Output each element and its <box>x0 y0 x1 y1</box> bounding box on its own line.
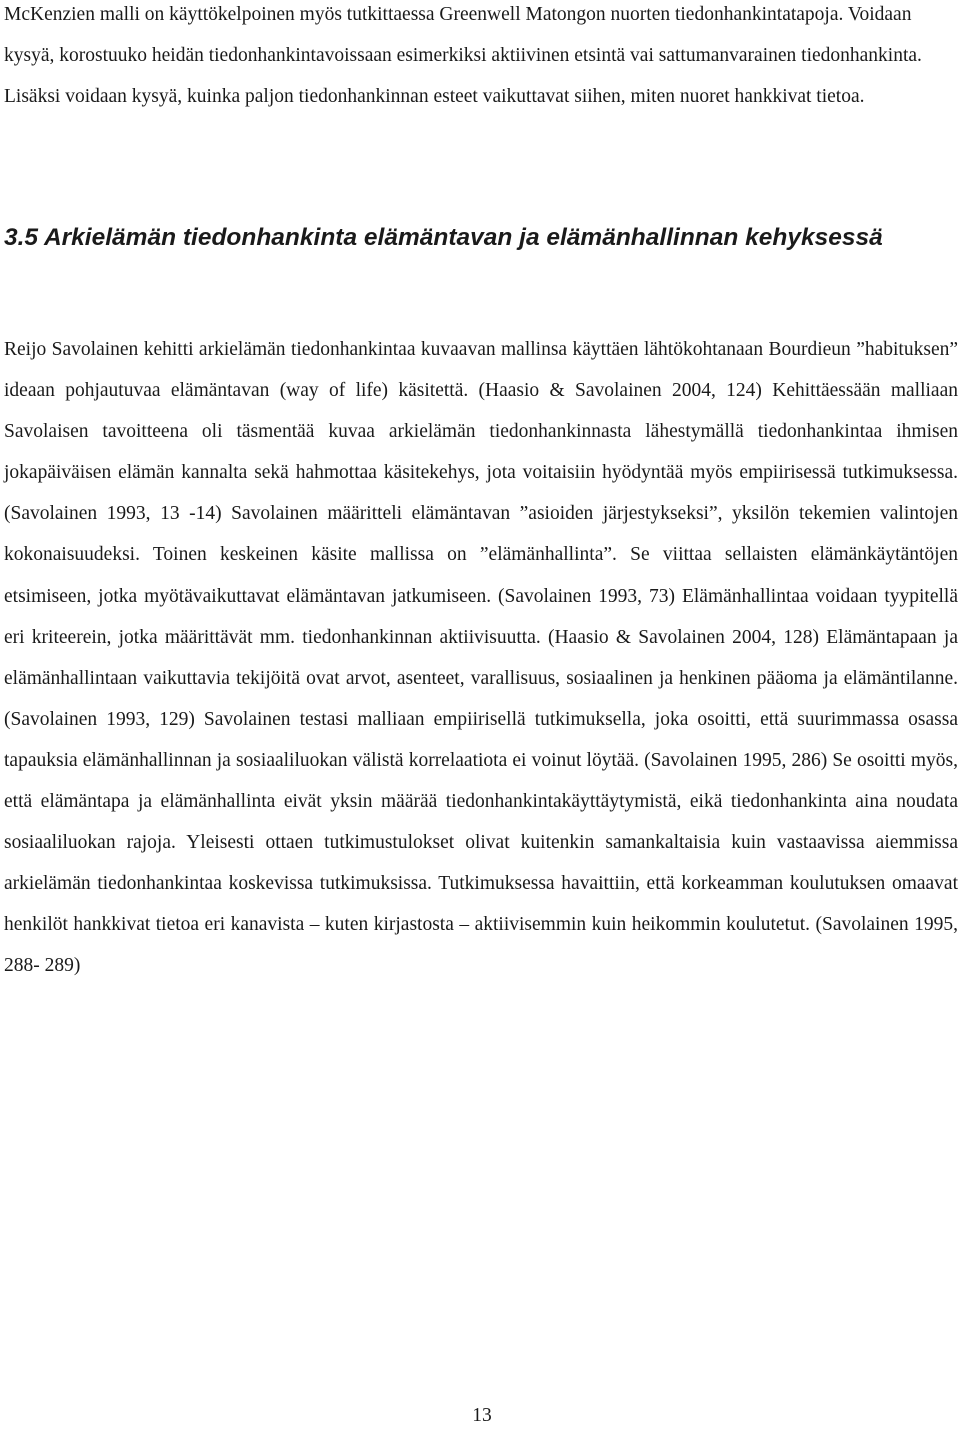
body-paragraph: Reijo Savolainen kehitti arkielämän tiedonhankintaa kuvaavan mallinsa käyttäen lähtökohtanaan Bourdieun ”habituksen” ideaan pohjautuvaa elämäntavan (way of life) käsitettä. (Haasio & Savolainen 2004, 124) Kehittäessään malliaan Savolaisen tavoitteena oli täsmentää kuvaa arkielämän tiedonhankinnasta lähestymällä tiedonhankintaa ihmisen jokapäiväisen elämän kannalta sekä hahmottaa käsitekehys, jota voitaisiin hyödyntää myös empiirisessä tutkimuksessa. (Savolainen 1993, 13 -14) Savolainen määritteli elämäntavan ”asioiden järjestykseksi”, yksilön tekemien valintojen kokonaisuudeksi. Toinen keskeinen käsite mallissa on ”elämänhallinta”. Se viittaa sellaisten elämänkäytäntöjen etsimiseen, jotka myötävaikuttavat elämäntavan jatkumiseen. (Savolainen 1993, 73) Elämänhallintaa voidaan tyypitellä eri kriteerein, jotka määrittävät mm. tiedonhankinnan aktiivisuutta. (Haasio & Savolainen 2004, 128) Elämäntapaan ja elämänhallintaan vaikuttavia tekijöitä ovat arvot, asenteet, varallisuus, sosiaalinen ja henkinen pääoma ja elämäntilanne. (Savolainen 1993, 129) Savolainen testasi malliaan empiirisellä tutkimuksella, joka osoitti, että suurimmassa osassa tapauksia elämänhallinnan ja sosiaaliluokan välistä korrelaatiota ei voinut löytää. (Savolainen 1995, 286) Se osoitti myös, että elämäntapa ja elämänhallinta eivät yksin määrää tiedonhankintakäyttäytymistä, eikä tiedonhankinta aina noudata sosiaaliluokan rajoja. Yleisesti ottaen tutkimustulokset olivat kuitenkin samankaltaisia kuin vastaavissa aiemmissa arkielämän tiedonhankintaa koskevissa tutkimuksissa. Tutkimuksessa havaittiin, että korkeamman koulutuksen omaavat henkilöt hankkivat tietoa eri kanavista – kuten kirjastosta – aktiivisemmin kuin heikommin koulutetut. (Savolainen 1995, 288- 289) <box>4 339 958 977</box>
section-heading: 3.5 Arkielämän tiedonhankinta elämäntavan ja elämänhallinnan kehyksessä <box>4 224 883 251</box>
page-number: 13 <box>472 1405 492 1426</box>
intro-paragraph: McKenzien malli on käyttökelpoinen myös tutkittaessa Greenwell Matongon nuorten tiedonhankintatapoja. Voidaan kysyä, korostuuko heidän tiedonhankintavoissaan esimerkiksi aktiivinen etsintä vai sattumanvarainen tiedonhankinta. Lisäksi voidaan kysyä, kuinka paljon tiedonhankinnan esteet vaikuttavat siihen, miten nuoret hankkivat tietoa. <box>4 4 922 107</box>
